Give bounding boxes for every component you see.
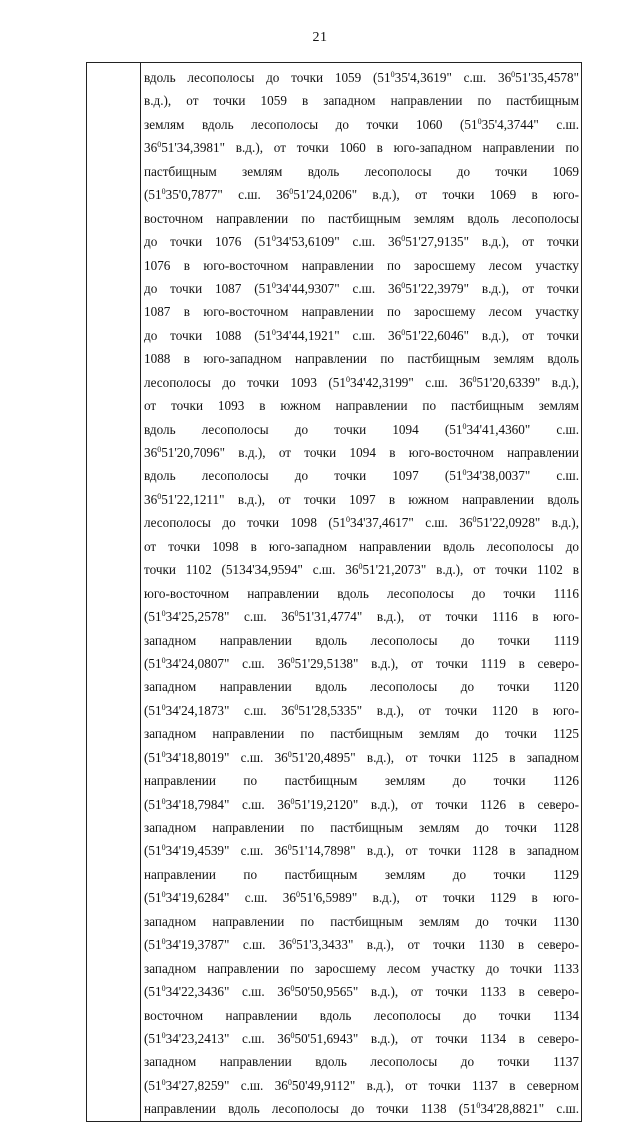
text-line: западном направлении по пастбищным землям до точки 1130 [144, 913, 579, 929]
text-line: лесополосы до точки 1093 ($51^034'42,3199$" с.ш. $36^051'20,6339$" в.д.), [144, 374, 579, 390]
text-line: точки 1102 (5134'34,9594" с.ш. $36^051'21,2073$" в.д.), от точки 1102 в [144, 562, 579, 578]
text-line: ($51^034'19,6284$" с.ш. $36^051'6,5989$" в.д.), от точки 1129 в юго- [144, 890, 579, 906]
text-line: ($51^034'24,1873$" с.ш. $36^051'28,5335$" в.д.), от точки 1120 в юго- [144, 702, 579, 718]
text-line: $36^051'22,1211$" в.д.), от точки 1097 в южном направлении вдоль [144, 491, 579, 507]
text-line: 1087 в юго-восточном направлении по заросшему лесом участку [144, 304, 579, 320]
text-line: вдоль лесополосы до точки 1094 ($51^034'41,4360$" с.ш. [144, 421, 579, 437]
text-line: ($51^034'19,3787$" с.ш. $36^051'3,3433$" в.д.), от точки 1130 в северо- [144, 937, 579, 953]
text-line: ($51^034'25,2578$" с.ш. $36^051'31,4774$" в.д.), от точки 1116 в юго- [144, 609, 579, 625]
text-line: лесополосы до точки 1098 ($51^034'37,4617$" с.ш. $36^051'22,0928$" в.д.), [144, 515, 579, 531]
text-line: западном направлении по заросшему лесом участку до точки 1133 [144, 960, 579, 976]
text-line: направлении по пастбищным землям до точки 1126 [144, 773, 579, 789]
text-line: ($51^034'18,7984$" с.ш. $36^051'19,2120$" в.д.), от точки 1126 в северо- [144, 796, 579, 812]
text-line: от точки 1098 в юго-западном направлении вдоль лесополосы до [144, 538, 579, 554]
table-cell-text [141, 63, 582, 1122]
table-row [87, 63, 582, 1122]
table-cell-left [87, 63, 141, 1122]
text-line: ($51^034'27,8259$" с.ш. $36^050'49,9112$" в.д.), от точки 1137 в северном [144, 1077, 579, 1093]
text-line: $36^051'20,7096$" в.д.), от точки 1094 в юго-восточном направлении [144, 445, 579, 460]
text-line: в.д.), от точки 1059 в западном направлении по пастбищным [144, 93, 579, 109]
text-line: до точки 1088 ($51^034'44,1921$" с.ш. $36^051'22,6046$" в.д.), от точки [144, 327, 579, 343]
text-line: 1088 в юго-западном направлении по пастбищным землям вдоль [144, 351, 579, 367]
boundary-description-text [141, 63, 581, 1121]
text-line: западном направлении вдоль лесополосы до точки 1120 [144, 679, 579, 695]
text-line: вдоль лесополосы до точки 1097 ($51^034'38,0037$" с.ш. [144, 468, 579, 484]
text-line: западном направлении по пастбищным землям до точки 1128 [144, 820, 579, 835]
text-line: восточном направлении вдоль лесополосы до точки 1134 [144, 1007, 579, 1023]
text-line: направлении вдоль лесополосы до точки 1138 ($51^034'28,8821$" с.ш. [144, 1101, 579, 1117]
page-number: 21 [312, 30, 328, 45]
text-line: западном направлении по пастбищным землям до точки 1125 [144, 726, 579, 742]
text-line: вдоль лесополосы до точки 1059 ($51^035'4,3619$" с.ш. $36^051'35,4578$" [144, 70, 579, 85]
text-line: юго-восточном направлении вдоль лесополосы до точки 1116 [144, 585, 579, 601]
text-line: 1076 в юго-восточном направлении по заросшему лесом участку [144, 257, 579, 273]
text-line: ($51^034'19,4539$" с.ш. $36^051'14,7898$" в.д.), от точки 1128 в западном [144, 843, 579, 859]
text-line: ($51^034'23,2413$" с.ш. $36^050'51,6943$" в.д.), от точки 1134 в северо- [144, 1030, 579, 1046]
text-line: $36^051'34,3981$" в.д.), от точки 1060 в юго-западном направлении по [144, 140, 579, 156]
text-line: ($51^034'18,8019$" с.ш. $36^051'20,4895$" в.д.), от точки 1125 в западном [144, 749, 579, 765]
text-line: ($51^035'0,7877$" с.ш. $36^051'24,0206$" в.д.), от точки 1069 в юго- [144, 187, 579, 203]
text-line: пастбищным землям вдоль лесополосы до точки 1069 [144, 163, 579, 179]
text-line: направлении по пастбищным землям до точки 1129 [144, 866, 579, 882]
text-line: западном направлении вдоль лесополосы до точки 1119 [144, 632, 579, 648]
text-line: от точки 1093 в южном направлении по пастбищным землям [144, 398, 579, 414]
text-line: землям вдоль лесополосы до точки 1060 ($51^035'4,3744$" с.ш. [144, 116, 579, 132]
text-line: до точки 1087 ($51^034'44,9307$" с.ш. $36^051'22,3979$" в.д.), от точки [144, 280, 579, 296]
boundary-description-table [86, 62, 582, 1122]
text-line: ($51^034'24,0807$" с.ш. $36^051'29,5138$" в.д.), от точки 1119 в северо- [144, 655, 579, 671]
text-line: ($51^034'22,3436$" с.ш. $36^050'50,9565$" в.д.), от точки 1133 в северо- [144, 984, 579, 1000]
text-line: до точки 1076 ($51^034'53,6109$" с.ш. $36^051'27,9135$" в.д.), от точки [144, 234, 579, 250]
text-line: западном направлении вдоль лесополосы до точки 1137 [144, 1054, 579, 1070]
text-line: восточном направлении по пастбищным землям вдоль лесополосы [144, 210, 579, 226]
